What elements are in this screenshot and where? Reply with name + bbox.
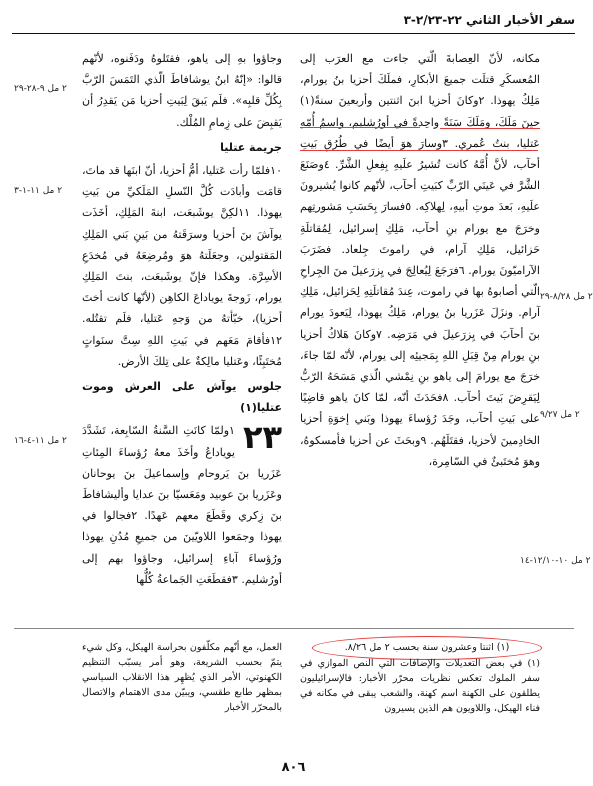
cross-ref-left-3: ٢ مل ١١-٤-١٦: [14, 436, 67, 446]
running-header-title: سفر الأخبار الثاني ٢٢-٢/٢٣-٣: [403, 13, 575, 27]
left-column-intro: وجاؤوا بهِ إلى ياهو، فقتَلوهُ ودَفَنوه، لأنّهم قالوا: «إنّهُ ابنُ يوشافاطَ الّذي التَمَسَ الرّبَّ بِكُلِّ قلبِه». فلَم يَبقَ لِبَيتِ أحزيا مَن يَقدِرُ أن يَقبِضَ على زِمامِ المُلْك.: [82, 52, 282, 129]
footnote-right: (١) في بعض التعديلات والإضافات التي النص الموازي في سفر الملوك تعكس نظريات محرّر الأخبار: فالإسرائيليون يطلقون على الكهنة اسم كهنة، والشعب يبقى في مكانه في فناء الهيكل، واللاويون هم الذين يسيرون: [300, 658, 540, 714]
footnote-separator: [14, 628, 574, 629]
right-text-column: [300, 48, 540, 618]
chapter-number: ٢٣: [242, 418, 282, 457]
footnote-left: العمل، مع أنّهم مكلّفون بحراسة الهيكل، وكل شيء يتمّ بحسب الشريعة، وهو أمر يسبّب التنظيم الكهنوتي، الأمر الذي يُظهِر هذا الانقلاب السياسي بمظهر طابع طقسي، ويبيّن مدى الاهتمام والاتصال بالمحرّر الأخبار: [82, 642, 282, 713]
section1-body: ١٠فلمّا رأت عَتليا، أمُّ أحزيا، أنّ ابنَها قد ماتَ، قامَت وأبادَت كُلَّ النّسلِ المَلَكيِّ من بَيتِ يهوذا. ١١لكِنَّ يوشَبعَت، ابنةَ المَلِكِ، أخَذَت يوآشَ بنَ أحزيا وسرَقَتهُ من بَينِ بَني المَلِكِ المَقتولين، وجعَلَتهُ هوَ ومُرضِعَهُ في مُخدَعِ الأسِرَّة. وهكذا فإنّ يوشَبعَت، بنتَ المَلِكِ يورام، زَوجةَ يوياداعَ الكاهِن (لأنّها كانت أختَ أحزيا)، خبّأتهُ من وَجهِ عَتليا، فلَم تقتُله. ١٢فأقامَ مَعَهم في بَيتِ اللهِ سِتَّ سنَواتٍ مُختَبِئًا، وعَتليا مالِكةٌ على تِلكَ الأرض.: [82, 164, 283, 368]
left-text-column: [82, 48, 282, 618]
cross-ref-right-3: ٢ مل ١٠-١٢/١٠-١٤: [520, 556, 591, 566]
cross-ref-right-2: ٢ مل ٩/٢٧: [540, 410, 580, 420]
right-column-body: مكانه، لأنّ العِصابةَ الّتي جاءت مع العرَب إلى المُعسكَرِ قتلَت جميعَ الأبكارِ، فملَكَ أحزيا بنُ يورام، مَلِكُ يهوذا. ٢وكانَ أحزيا ابنَ اثنتين وأربعينَ سنةً(١) حينَ مَلَكَ، ومَلَكَ سَنَةً واحِدةً في أورُشليم، واسمُ أُمّهِ عَتليا، بنتُ عُمري. ٣وسارَ هوَ أيضًا في طُرُقِ بَيتِ أحآب، لأنَّ أُمَّهُ كانت تُشيرُ علَيهِ بِفِعلِ الشَّرِّ. ٤وصَنَعَ الشَّرَّ في عَينَي الرّبِّ كبَيتِ أحآب، لأنّهم كانوا يُشيرونَ علَيهِ، بَعدَ موتِ أبيهِ، لِهلاكِه. ٥فسارَ بِحَسَبِ مَشورتِهم وخرَجَ مع يورام بنِ أحآب، مَلِكِ إسرائيل، لِمُقاتلَةِ حَزائيل، مَلِكِ آرام، في راموتَ جِلعاد. فضَرَبَ الآراميّونَ يورام. ٦فرَجَعَ لِيُعالِجَ في يِزرَعيلَ منَ الجِراحِ الّتي أصابوهُ بها في راموت، عِندَ مُقاتلَتِهِ لِحَزائيل، مَلِكِ آرام. ونزَلَ عَزَريا بنُ يورام، مَلِكُ يهوذا، لِيَعودَ يورام بنَ أحآبَ في يِزرَعيلَ في مَرَضِه. ٧وكانَ هَلاكُ أحزيا بنِ يورام مِنْ قِبَلِ اللهِ بِمَجيئِه إلى يورام، لأنّه لمّا جاءَ، خرَجَ مع يورامَ إلى ياهو بنِ نِمْشي الّذي مَسَحَهُ الرّبُّ لِيَقرِضَ بَيتَ أحآب. ٨فحَدَثَ أنّه، لمّا كانَ ياهو قاضِيًا على بَيتِ أحآب، وجَدَ رُؤساءَ يهوذا وبَني إخوَةِ أحزيا الخادِمينَ لأحزيا، فقتَلَهُم. ٩وبحَثَ عن أحزيا فأمسكوهُ، وهوَ مُختَبئٌ في السّامِرة،: [300, 52, 540, 468]
section2-body: [82, 420, 282, 590]
red-underline-annotation-2: [300, 127, 420, 128]
section-heading-joash-enthronement: جلوس يوآش على العرش وموت عتليا(١): [82, 380, 282, 415]
running-header: [12, 10, 575, 34]
cross-ref-right-1: ٢ مل ٨/٢٨-٢٩: [540, 292, 593, 302]
section2-text: ١ولمّا كانَتِ السَّنةُ السّابِعة، تَشَدَّدَ يوياداعُ وأخَذَ معهُ رُؤساءَ المِئاتِ عَزَريا بنَ يَروحام وإسماعيلَ بنَ يوحانان وعَزَريا بنَ عوبيد ومَعَسيّا بنَ عدايا وأليشافاطَ بنَ زِكري وقَطَعَ معهم عَهدًا. ٢فجالوا في يهوذا وجمَعوا اللاويّينَ من جميعِ مُدُنِ يهوذا ورُؤساءَ آباءِ إسرائيل، وجاؤوا بهم إلى أورُشليم. ٣فقطَعَتِ الجَماعةُ كُلُّها: [82, 424, 282, 586]
page-number: ٨٠٦: [281, 760, 306, 775]
highlighted-footnote: (١) اثنتا وعشرون سنة بحسب ٢ مل ٨/٢٦.: [312, 636, 542, 660]
red-underline-annotation-1: [440, 128, 540, 129]
red-underline-annotation-3: [300, 150, 538, 151]
cross-ref-left-2: ٢ مل ١١-١-٣: [14, 186, 63, 196]
cross-ref-left-1: ٢ مل ٩-٢٨-٢٩: [14, 84, 67, 94]
section-heading-athaliah-crime: جريمة عتليا: [220, 140, 282, 154]
